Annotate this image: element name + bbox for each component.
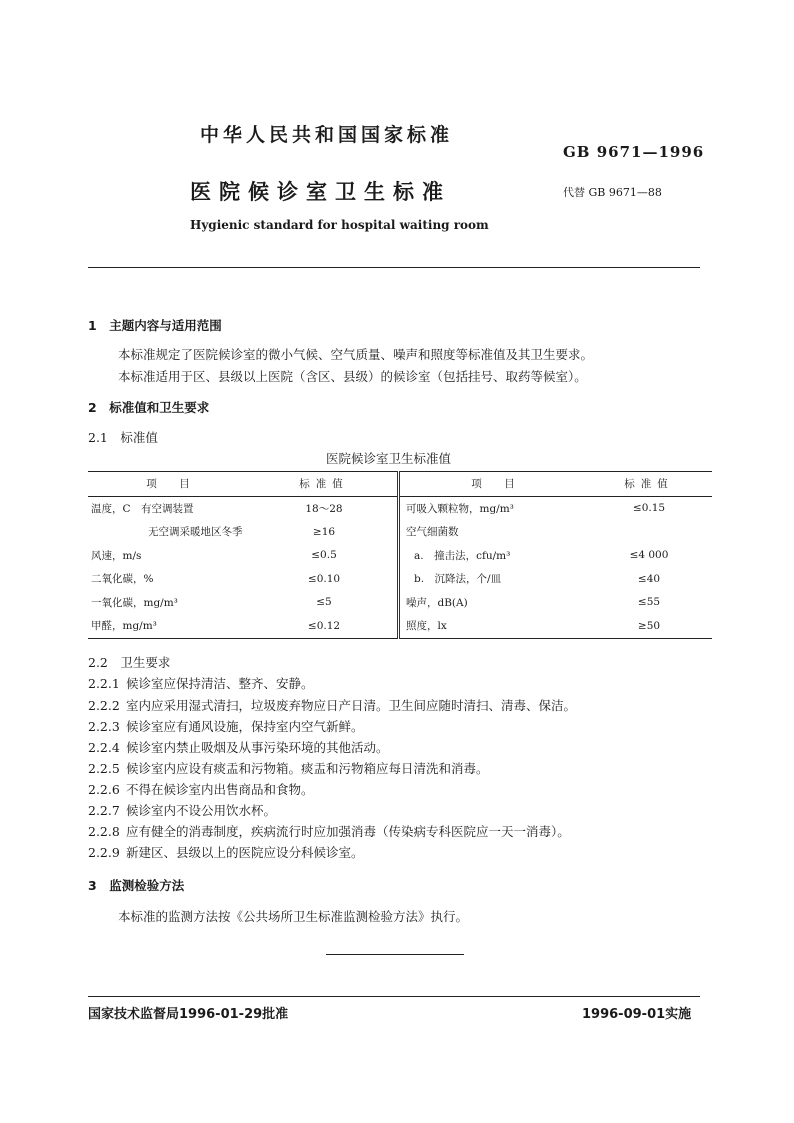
requirement-text: 室内应采用湿式清扫，垃圾废弃物应日产日清。卫生间应随时清扫、清毒、保洁。 xyxy=(126,698,577,713)
table-cell: ≤0.10 xyxy=(251,567,399,591)
table-cell: 甲醛，mg/m³ xyxy=(91,620,157,633)
requirement-number: 2.2.7 xyxy=(88,803,120,818)
end-rule xyxy=(326,954,464,955)
table-cell: 二氧化碳，% xyxy=(91,573,154,586)
approval-date: 国家技术监督局1996-01-29批准 xyxy=(88,1007,289,1022)
table-cell xyxy=(586,520,712,544)
english-title: Hygienic standard for hospital waiting room xyxy=(190,218,489,232)
requirement-text: 候诊室内不设公用饮水杯。 xyxy=(126,803,277,818)
table-cell: b. 沉降法，个/皿 xyxy=(414,573,502,586)
requirement-number: 2.2.3 xyxy=(88,719,120,734)
requirement-number: 2.2.5 xyxy=(88,761,120,776)
requirement-item xyxy=(88,843,364,861)
requirement-number: 2.2.2 xyxy=(88,698,120,713)
requirement-text: 应有健全的消毒制度，疾病流行时应加强消毒（传染病专科医院应一天一消毒）。 xyxy=(126,824,570,839)
table-cell: ≥16 xyxy=(251,520,399,544)
requirement-number: 2.2.8 xyxy=(88,824,120,839)
table-cell: ≤0.15 xyxy=(632,502,666,515)
requirement-item xyxy=(88,801,276,819)
section-3-heading: 3 监测检验方法 xyxy=(88,878,185,893)
table-header-row xyxy=(88,472,712,497)
table-cell: ≥50 xyxy=(637,619,661,632)
requirement-number: 2.2.6 xyxy=(88,782,120,797)
header-item-right: 项 目 xyxy=(471,478,521,491)
requirement-number: 2.2.1 xyxy=(88,676,120,691)
table-cell: ≤0.5 xyxy=(251,544,399,568)
requirement-item xyxy=(88,717,364,735)
requirement-text: 候诊室应有通风设施，保持室内空气新鲜。 xyxy=(126,719,364,734)
document-title: 医院候诊室卫生标准 xyxy=(190,180,451,204)
section-1-heading: 1 主题内容与适用范围 xyxy=(88,318,222,333)
standard-values-table xyxy=(88,471,712,639)
standard-code: GB 9671—1996 xyxy=(563,143,705,161)
table-cell: ≤0.12 xyxy=(251,614,399,638)
table-cell: 可吸入颗粒物，mg/m³ xyxy=(406,502,514,515)
header-value-left: 标准值 xyxy=(251,472,399,497)
requirement-item xyxy=(88,759,489,777)
requirement-item xyxy=(88,738,389,756)
effective-date: 1996-09-01实施 xyxy=(582,1007,692,1022)
requirement-item xyxy=(88,822,570,840)
table-cell: ≤40 xyxy=(637,572,661,585)
requirement-text: 候诊室内应设有痰盂和污物箱。痰盂和污物箱应每日清洗和消毒。 xyxy=(126,761,489,776)
requirement-text: 新建区、县级以上的医院应设分科候诊室。 xyxy=(126,845,364,860)
table-row xyxy=(88,496,712,520)
table-cell: ≤4 000 xyxy=(629,549,669,562)
table-row xyxy=(88,591,712,615)
requirement-text: 不得在候诊室内出售商品和食物。 xyxy=(126,782,314,797)
requirement-number: 2.2.9 xyxy=(88,845,120,860)
table-cell: 无空调采暖地区冬季 xyxy=(148,526,243,539)
header-value-right: 标准值 xyxy=(624,478,674,491)
table-row xyxy=(88,614,712,638)
table-row xyxy=(88,567,712,591)
subsection-2-1-heading: 2.1 标准值 xyxy=(88,430,158,445)
table-cell: 18～28 xyxy=(251,496,399,520)
section-1-paragraph-2: 本标准适用于区、县级以上医院（含区、县级）的候诊室（包括挂号、取药等候室）。 xyxy=(118,369,587,384)
replaces-code: 代替 GB 9671—88 xyxy=(563,186,662,199)
requirement-text: 候诊室应保持清洁、整齐、安静。 xyxy=(126,676,314,691)
table-cell: ≤55 xyxy=(637,596,661,609)
requirement-item xyxy=(88,674,314,692)
table-cell: a. 撞击法，cfu/m³ xyxy=(414,549,511,562)
requirement-text: 候诊室内禁止吸烟及从事污染环境的其他活动。 xyxy=(126,740,389,755)
header-item-left: 项 目 xyxy=(146,478,196,491)
table-cell: 噪声，dB(A) xyxy=(406,596,468,609)
table-cell: 温度，C 有空调装置 xyxy=(91,502,194,515)
table-cell: 风速，m/s xyxy=(91,549,142,562)
requirement-number: 2.2.4 xyxy=(88,740,120,755)
national-standard-heading: 中华人民共和国国家标准 xyxy=(200,124,454,146)
table-cell: 照度，lx xyxy=(406,620,447,633)
table-row xyxy=(88,520,712,544)
table-row xyxy=(88,544,712,568)
table-caption: 医院候诊室卫生标准值 xyxy=(326,451,452,466)
section-3-paragraph: 本标准的监测方法按《公共场所卫生标准监测检验方法》执行。 xyxy=(118,909,469,924)
table-cell: 空气细菌数 xyxy=(406,526,459,539)
header-divider xyxy=(88,267,700,268)
section-1-paragraph-1: 本标准规定了医院候诊室的微小气候、空气质量、噪声和照度等标准值及其卫生要求。 xyxy=(118,347,594,362)
section-2-heading: 2 标准值和卫生要求 xyxy=(88,400,210,415)
requirement-item xyxy=(88,696,576,714)
table-cell: 一氧化碳，mg/m³ xyxy=(91,596,178,609)
table-cell: ≤5 xyxy=(251,591,399,615)
subsection-2-2-heading: 2.2 卫生要求 xyxy=(88,655,171,670)
requirement-item xyxy=(88,780,314,798)
footer-divider xyxy=(88,996,700,997)
